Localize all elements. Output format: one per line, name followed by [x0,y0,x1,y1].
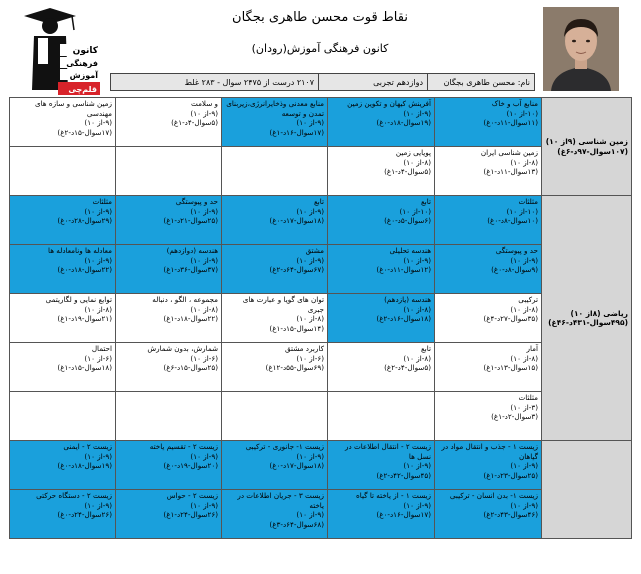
topic-stats: (۴۶سوال-۴۳د-۲غ) [483,510,538,519]
topic-name: کاربرد مشتق [285,344,324,353]
subject-label: زمین شناسی (۹از ۱۰) (۱۰۷سوال-۹۷د-۶غ) [545,137,628,156]
topic-cell [222,196,328,245]
topic-cell [328,147,435,196]
topic-stats: (۱۸سوال-۱۷د-۰غ) [269,461,324,470]
topic-rating: (۸-از ۱۰) [296,314,324,323]
topic-cell [10,343,116,392]
topic-stats: (۶سوال-۵د-۰غ) [384,216,431,225]
topic-stats: (۳۷سوال-۳۶د-۱غ) [163,265,218,274]
topic-rating: (۱۰-از ۱۰) [506,108,538,118]
topic-cell [222,441,328,490]
topic-cell [10,196,116,245]
topic-name: ترکیبی [518,295,538,304]
topic-cell [116,343,222,392]
topic-rating: (۱۰-از ۱۰) [506,206,538,216]
topic-cell [328,294,435,343]
topic-cell [328,196,435,245]
topic-rating: (۹-از ۱۰) [190,500,218,510]
topic-stats: (۲۰سوال-۱۹د-۰غ) [163,461,218,470]
topic-rating: (۸-از ۱۰) [403,157,431,167]
topic-rating: (۹-از ۱۰) [84,255,112,265]
topic-name: منابع آب و خاک [491,99,538,108]
topic-name: تابع [420,197,431,206]
topic-rating: (۹-از ۱۰) [296,206,324,216]
topic-stats: (۲۵سوال-۲۳د-۱غ) [483,470,538,480]
topic-name: حد و پیوستگی [495,246,538,255]
topic-name: توان های گویا و عبارت های جبری [242,295,324,314]
topic-rating: (۸-از ۱۰) [403,304,431,314]
topic-rating: (۶-از ۱۰) [296,353,324,363]
topic-name: زمین شناسی ایران [480,148,538,157]
table-row [10,294,632,343]
topic-name: و سلامت [191,99,218,108]
topic-cell [116,392,222,441]
topic-name: مشتق [305,246,324,255]
topic-stats: (۶۸سوال-۶۴د-۳غ) [269,519,324,529]
topic-cell [222,294,328,343]
topic-stats: (۶۹سوال-۵۵د-۱۲غ) [265,363,324,372]
topic-stats: (۱۹سوال-۱۸د-۰غ) [376,118,431,127]
topic-name: زیست ۲ - دستگاه حرکتی [36,491,112,500]
score-summary-field: ۲۱۰۷ درست از ۲۴۷۵ سوال - ۲۸۳ غلط [110,73,319,91]
topic-rating: (۹-از ۱۰) [296,255,324,265]
topic-cell [328,392,435,441]
topic-stats: (۵سوال-۴د-۱غ) [171,118,218,127]
topic-stats: (۶۷سوال-۶۴د-۲غ) [269,265,324,274]
topic-cell [435,147,542,196]
topic-name: تابع [313,197,324,206]
topic-name: زیست ۱- جانوری - ترکیبی [245,442,324,451]
topic-cell [10,441,116,490]
topic-stats: (۳سوال-۲د-۱غ) [491,412,538,421]
topic-stats: (۱۷سوال-۱۵د-۲غ) [57,127,112,137]
table-row [10,441,632,490]
topic-cell [435,196,542,245]
topic-cell [328,490,435,539]
topic-stats: (۱۲سوال-۱۱د-۰غ) [376,265,431,274]
topic-name: هندسه (یازدهم) [384,295,431,304]
topic-stats: (۲۶سوال-۲۴د-۱غ) [163,510,218,519]
kanoon-logo [10,4,102,96]
topic-name: پویایی زمین [395,148,431,157]
topic-cell [435,392,542,441]
institute-subtitle: کانون فرهنگی آموزش(رودان) [251,42,389,55]
topic-rating: (۹-از ۱۰) [190,255,218,265]
topic-stats: (۳۵سوال-۲۷د-۴غ) [483,314,538,323]
topic-rating: (۹-از ۱۰) [403,108,431,118]
topic-rating: (۸-از ۱۰) [510,353,538,363]
topic-name: مثلثات [92,197,112,206]
topic-name: احتمال [91,344,112,353]
topic-cell [116,245,222,294]
topic-cell [10,98,116,147]
table-row [10,98,632,147]
topic-name: مجموعه ، الگو ، دنباله [152,295,218,304]
topic-stats: (۱۱سوال-۱۱د-۰غ) [483,118,538,127]
topic-cell [328,343,435,392]
topic-name: مثلثات [518,197,538,206]
topic-cell [116,147,222,196]
topic-name: زیست ۲ - حواس [166,491,218,500]
topic-stats: (۱۴سوال-۱۵د-۱غ) [269,323,324,333]
table-row [10,343,632,392]
topic-name: شمارش، بدون شمارش [147,344,218,353]
topic-rating: (۹-از ۱۰) [84,451,112,461]
topic-cell [435,441,542,490]
topic-name: زیست ۲ - تقسیم یاخته [149,442,218,451]
topic-cell [10,392,116,441]
table-row [10,245,632,294]
topic-rating: (۹-از ۱۰) [84,500,112,510]
topic-rating: (۹-از ۱۰) [510,255,538,265]
topic-name: آفرینش کیهان و تکوین زمین [347,99,431,108]
topic-name: مثلثات [518,393,538,402]
topic-rating: (۹-از ۱۰) [296,510,324,519]
topic-name: زیست ۲ - انتقال اطلاعات در نسل ها [345,442,431,461]
topic-name: زیست ۳ - جریان اطلاعات در یاخته [237,491,324,510]
topic-rating: (۹-از ۱۰) [190,451,218,461]
topic-cell [435,490,542,539]
student-photo [543,7,619,91]
table-row [10,490,632,539]
topic-stats: (۲۶سوال-۲۴د-۰غ) [57,510,112,519]
topic-stats: (۱۹سوال-۱۸د-۰غ) [57,461,112,470]
subject-cell [542,441,632,539]
topic-name: زیست ۲ - ایمنی [63,442,112,451]
topic-cell [10,245,116,294]
topic-rating: (۹-از ۱۰) [296,118,324,127]
topic-stats: (۲۲سوال-۱۸د-۰غ) [57,265,112,274]
topic-name: زیست ۱ - جذب و انتقال مواد در گیاهان [441,442,538,461]
topic-stats: (۴۵سوال-۴۲د-۲غ) [376,470,431,480]
topic-stats: (۲۱سوال-۱۹د-۱غ) [57,314,112,323]
topic-rating: (۹-از ۱۰) [190,206,218,216]
topic-cell [116,98,222,147]
topic-stats: (۵سوال-۴د-۲غ) [384,363,431,372]
student-name-field: نام: محسن طاهری بجگان [427,73,535,91]
topic-cell [222,392,328,441]
topic-stats: (۲۵سوال-۱۵د-۶غ) [163,363,218,372]
logo-line-3: آموزش [69,71,98,80]
logo-line-1: کانون [72,46,98,56]
topic-cell [222,98,328,147]
topic-stats: (۲۲سوال-۱۸د-۱غ) [163,314,218,323]
table-row [10,196,632,245]
topic-stats: (۹سوال-۸د-۰غ) [491,265,538,274]
topic-rating: (۸-از ۱۰) [510,304,538,314]
topic-name: تابع [420,344,431,353]
topic-rating: (۶-از ۱۰) [190,353,218,363]
topic-name: منابع معدنی وذخایرانرژی،زیربنای تمدن و توسعه [226,99,324,118]
topic-name: زیست ۱- بدن انسان - ترکیبی [449,491,538,500]
topic-rating: (۸-از ۱۰) [510,157,538,167]
topic-name: توابع نمایی و لگاریتمی [45,295,112,304]
logo-line-4: قلم‌چی [68,85,97,94]
topic-cell [116,441,222,490]
topic-stats: (۱۸سوال-۱۵د-۱غ) [57,363,112,372]
topic-stats: (۱۳سوال-۱۱د-۱غ) [483,167,538,176]
topic-stats: (۱۰سوال-۸د-۰غ) [487,216,538,225]
topic-rating: (۹-از ۱۰) [510,461,538,470]
subject-label: ریاضی (۸از ۱۰) (۴۹۵سوال-۴۳۱د-۴۶غ) [548,308,628,327]
table-row [10,147,632,196]
topic-cell [116,196,222,245]
topic-name: آمار [526,344,538,353]
topic-cell [222,343,328,392]
topic-rating: (۹-از ۱۰) [403,461,431,470]
subject-cell [542,98,632,196]
topic-name: حد و پیوستگی [175,197,218,206]
page-title: نقاط قوت محسن طاهری بجگان [232,10,408,25]
topic-rating: (۱۰-از ۱۰) [399,206,431,216]
topic-cell [116,294,222,343]
topic-name: معادله ها ونامعادله ها [48,246,112,255]
topic-rating: (۹-از ۱۰) [296,451,324,461]
topic-cell [435,294,542,343]
topic-rating: (۹-از ۱۰) [403,500,431,510]
topic-cell [435,98,542,147]
topic-name: هندسه (دوازدهم) [166,246,218,255]
topic-name: زمین شناسی و سازه های مهندسی [34,99,112,118]
topic-stats: (۵سوال-۴د-۱غ) [384,167,431,176]
topic-stats: (۱۷سوال-۱۶د-۱غ) [269,127,324,137]
topic-rating: (۸-از ۱۰) [403,353,431,363]
topic-rating: (۹-از ۱۰) [84,118,112,127]
topic-cell [328,98,435,147]
topic-cell [116,490,222,539]
topic-stats: (۲۹سوال-۲۸د-۰غ) [57,216,112,225]
topic-rating: (۹-از ۱۰) [403,255,431,265]
topic-rating: (۶-از ۱۰) [84,353,112,363]
subject-cell [542,196,632,441]
topic-rating: (۹-از ۱۰) [190,108,218,118]
topic-cell [222,490,328,539]
topic-stats: (۱۸سوال-۱۶د-۲غ) [376,314,431,323]
topic-cell [435,245,542,294]
topic-cell [10,147,116,196]
topic-name: هندسه تحلیلی [389,246,431,255]
topic-cell [328,245,435,294]
topic-cell [435,343,542,392]
topic-stats: (۱۸سوال-۱۷د-۰غ) [269,216,324,225]
topic-cell [222,147,328,196]
topic-stats: (۱۷سوال-۱۶د-۰غ) [376,510,431,519]
topic-rating: (۸-از ۱۰) [84,304,112,314]
topic-rating: (۸-از ۱۰) [190,304,218,314]
topic-stats: (۱۵سوال-۱۳د-۱غ) [483,363,538,372]
grade-field: دوازدهم تجربی [318,73,428,91]
table-row [10,392,632,441]
topic-cell [328,441,435,490]
logo-line-2: فرهنگی [66,59,98,68]
strengths-table [9,97,632,539]
topic-cell [10,294,116,343]
topic-rating: (۹-از ۱۰) [84,206,112,216]
topic-cell [222,245,328,294]
topic-rating: (۹-از ۱۰) [510,500,538,510]
topic-rating: (۳-از ۱۰) [510,402,538,412]
topic-cell [10,490,116,539]
topic-name: زیست ۱ - از یاخته تا گیاه [356,491,431,500]
topic-stats: (۲۵سوال-۲۱د-۱غ) [163,216,218,225]
